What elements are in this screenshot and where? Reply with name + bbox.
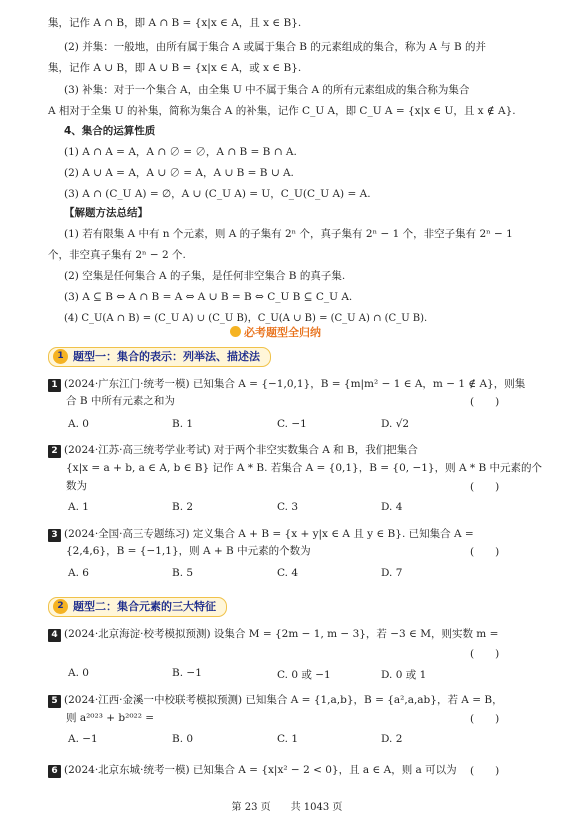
option: D. 4	[381, 501, 403, 513]
question-line	[48, 377, 525, 392]
option: B. 5	[172, 567, 194, 579]
section-title: 题型一：集合的表示：列举法、描述法	[73, 350, 260, 363]
section-badge: 2	[53, 599, 68, 614]
question-line	[48, 763, 457, 778]
option: C. 3	[277, 501, 299, 513]
section-heading: 【解题方法总结】	[64, 207, 148, 219]
question-text: (2024·江苏·高三统考学业考试) 对于两个非空实数集合 A 和 B，我们把集合	[64, 444, 418, 456]
option: A. 6	[68, 567, 89, 579]
option: C. 4	[277, 567, 299, 579]
question-number: 2	[48, 445, 61, 458]
text-line: 个，非空真子集有 2ⁿ − 2 个.	[48, 249, 186, 261]
question-line: 则 a²⁰²³ + b²⁰²² =	[66, 712, 155, 724]
option: D. 7	[381, 567, 403, 579]
question-number: 3	[48, 529, 61, 542]
text-line: 集，记作 A ∪ B，即 A ∪ B = {x|x ∈ A，或 x ∈ B}.	[48, 62, 302, 74]
option: B. 1	[172, 418, 194, 430]
question-text: (2024·广东江门·统考一模) 已知集合 A = {−1,0,1}，B = {m|m² − 1 ∈ A，m − 1 ∉ A}，则集	[64, 378, 526, 390]
question-text: (2024·全国·高三专题练习) 定义集合 A + B = {x + y|x ∈ A 且 y ∈ B}. 已知集合 A =	[64, 528, 474, 540]
question-text: (2024·北京东城·统考一模) 已知集合 A = {x|x² − 2 < 0}，且 a ∈ A，则 a 可以为	[64, 764, 457, 776]
option: B. 2	[172, 501, 194, 513]
option: B. −1	[172, 667, 202, 679]
text-line: (2) 并集：一般地，由所有属于集合 A 或属于集合 B 的元素组成的集合，称为 A 与 B 的并	[64, 41, 487, 53]
answer-blank: ( )	[470, 481, 500, 493]
option: A. 0	[68, 667, 89, 679]
text-line: (3) A ⊆ B ⇔ A ∩ B = A ⇔ A ∪ B = B ⇔ C_U B ⊆ C_U A.	[64, 291, 353, 303]
section-header	[48, 597, 227, 617]
question-number: 4	[48, 629, 61, 642]
question-number: 6	[48, 765, 61, 778]
option: C. 0 或 −1	[277, 669, 331, 681]
option: D. √2	[381, 418, 410, 430]
answer-blank: ( )	[470, 713, 500, 725]
text-line: (3) A ∩ (C_U A) = ∅，A ∪ (C_U A) = U，C_U(C_U A) = A.	[64, 188, 371, 200]
option: B. 0	[172, 733, 194, 745]
question-line	[48, 527, 474, 542]
option: D. 2	[381, 733, 403, 745]
lightbulb-icon	[230, 326, 241, 337]
question-text: (2024·江西·金溪一中校联考模拟预测) 已知集合 A = {1,a,b}，B = {a²,a,ab}，若 A = B，	[64, 694, 503, 706]
question-number: 1	[48, 379, 61, 392]
section-header	[48, 347, 271, 367]
option: A. −1	[68, 733, 98, 745]
answer-blank: ( )	[470, 648, 500, 660]
option: C. 1	[277, 733, 299, 745]
question-line: {2,4,6}，B = {−1,1}，则 A + B 中元素的个数为	[66, 545, 311, 557]
question-text: (2024·北京海淀·校考模拟预测) 设集合 M = {2m − 1, m − 3}，若 −3 ∈ M，则实数 m =	[64, 628, 499, 640]
section-title: 题型二：集合元素的三大特征	[73, 600, 216, 613]
text-line: (4) C_U(A ∩ B) = (C_U A) ∪ (C_U B)，C_U(A ∪ B) = (C_U A) ∩ (C_U B).	[64, 313, 428, 324]
option: C. −1	[277, 418, 307, 430]
question-line	[48, 693, 503, 708]
question-line	[48, 627, 498, 642]
text-line: 集，记作 A ∩ B，即 A ∩ B = {x|x ∈ A，且 x ∈ B}.	[48, 17, 302, 29]
question-line: 合 B 中所有元素之和为	[66, 395, 175, 407]
question-number: 5	[48, 695, 61, 708]
banner	[230, 324, 321, 340]
answer-blank: ( )	[470, 396, 500, 408]
page-footer: 第 23 页 共 1043 页	[231, 802, 343, 813]
section-heading: 4、集合的运算性质	[64, 125, 156, 137]
section-badge: 1	[53, 349, 68, 364]
option: D. 0 或 1	[381, 669, 427, 681]
text-line: (2) 空集是任何集合 A 的子集，是任何非空集合 B 的真子集.	[64, 270, 346, 282]
answer-blank: ( )	[470, 546, 500, 558]
text-line: A 相对于全集 U 的补集，简称为集合 A 的补集，记作 C_U A，即 C_U A = {x|x ∈ U，且 x ∉ A}.	[48, 105, 516, 117]
question-line	[48, 443, 418, 458]
text-line: (1) 若有限集 A 中有 n 个元素，则 A 的子集有 2ⁿ 个，真子集有 2ⁿ − 1 个，非空子集有 2ⁿ − 1	[64, 228, 513, 240]
option: A. 0	[68, 418, 89, 430]
text-line: (2) A ∪ A = A，A ∪ ∅ = A，A ∪ B = B ∪ A.	[64, 167, 294, 179]
banner-text: 必考题型全归纳	[244, 326, 321, 339]
question-line: 数为	[66, 480, 87, 492]
text-line: (1) A ∩ A = A，A ∩ ∅ = ∅，A ∩ B = B ∩ A.	[64, 146, 297, 158]
option: A. 1	[68, 501, 89, 513]
question-line: {x|x = a + b, a ∈ A, b ∈ B} 记作 A * B. 若集合 A = {0,1}，B = {0, −1}，则 A * B 中元素的个	[66, 462, 543, 474]
text-line: (3) 补集：对于一个集合 A，由全集 U 中不属于集合 A 的所有元素组成的集合称为集合	[64, 84, 470, 96]
answer-blank: ( )	[470, 765, 500, 777]
